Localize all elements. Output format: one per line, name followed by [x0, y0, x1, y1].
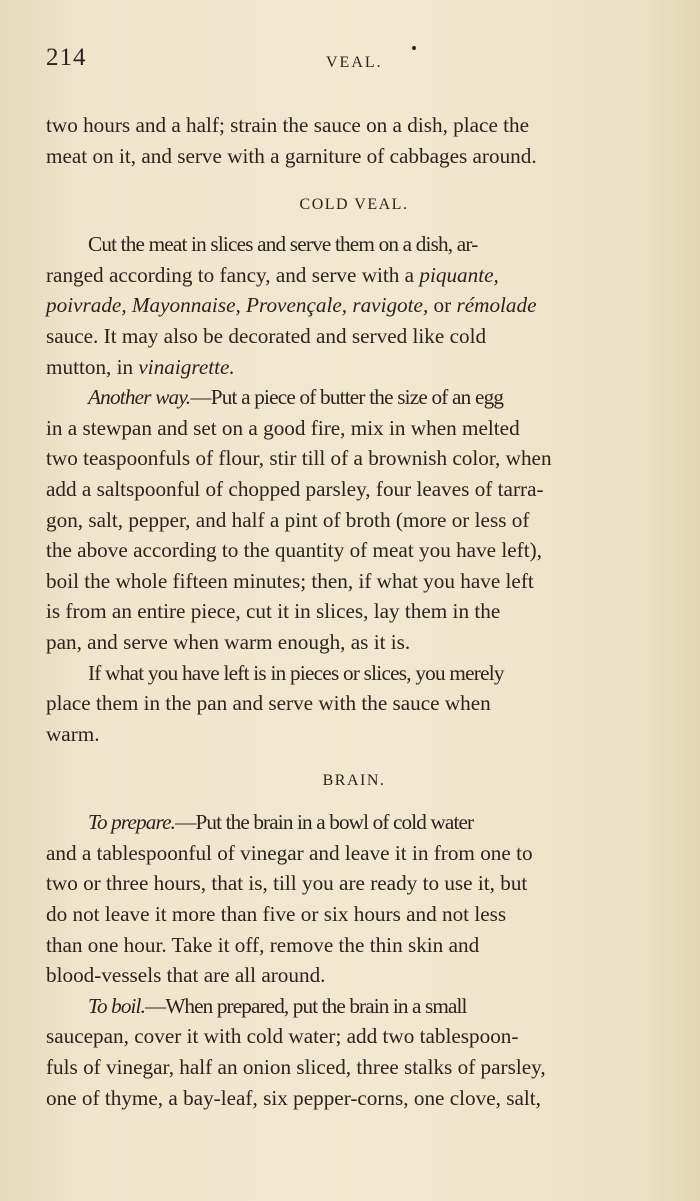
ink-speck [412, 46, 416, 50]
page-number: 214 [46, 44, 87, 71]
running-head: VEAL. [326, 54, 383, 71]
text-line: than one hour. Take it off, remove the thin skin and [46, 932, 480, 957]
text-line: two hours and a half; strain the sauce on a dish, place the [46, 113, 530, 137]
text-line: ranged according to fancy, and serve with a piquante, [46, 262, 499, 287]
text-line: meat on it, and serve with a garniture of cabbages around. [46, 143, 537, 168]
text-line: do not leave it more than five or six hours and not less [46, 902, 507, 927]
section-heading-cold-veal: COLD VEAL. [299, 196, 409, 214]
page-header [46, 44, 660, 80]
text-line: boil the whole fifteen minutes; then, if what you have left [46, 568, 534, 593]
text-line: the above according to the quantity of meat you have left), [46, 538, 542, 563]
text-line: one of thyme, a bay-leaf, six pepper-corns, one clove, salt, [46, 1085, 541, 1110]
text-line: If what you have left is in pieces or slices, you merely [88, 660, 504, 685]
text-line: and a tablespoonful of vinegar and leave it in from one to [46, 840, 533, 865]
section-heading-brain: BRAIN. [322, 772, 386, 790]
text-line: gon, salt, pepper, and half a pint of broth (more or less of [46, 507, 530, 532]
text-line: Cut the meat in slices and serve them on a dish, ar- [88, 232, 478, 257]
text-line: To prepare.—Put the brain in a bowl of cold water [88, 810, 474, 835]
text-line: sauce. It may also be decorated and served like cold [46, 323, 487, 348]
paragraph-continuation [46, 110, 662, 171]
paragraph-another-way [46, 382, 662, 657]
text-line: saucepan, cover it with cold water; add two tablespoon- [46, 1024, 519, 1049]
text-line: two or three hours, that is, till you are ready to use it, but [46, 871, 528, 896]
text-line: To boil.—When prepared, put the brain in a small [88, 993, 467, 1018]
page-body [46, 110, 662, 1113]
text-line: Another way.—Put a piece of butter the size of an egg [88, 385, 504, 410]
text-line: blood-vessels that are all around. [46, 963, 326, 988]
text-line: mutton, in vinaigrette. [46, 354, 235, 379]
paragraph-to-prepare [46, 807, 662, 991]
text-line: poivrade, Mayonnaise, Provençale, ravigote, or rémolade [46, 293, 537, 318]
paragraph-leftovers [46, 658, 662, 750]
text-line: place them in the pan and serve with the sauce when [46, 691, 491, 716]
paragraph-to-boil [46, 991, 662, 1113]
text-line: is from an entire piece, cut it in slices, lay them in the [46, 599, 501, 624]
text-line: warm. [46, 721, 100, 746]
text-line: add a saltspoonful of chopped parsley, four leaves of tarra- [46, 476, 544, 501]
paragraph-cold-veal [46, 229, 662, 382]
text-line: pan, and serve when warm enough, as it is. [46, 629, 411, 654]
text-line: two teaspoonfuls of flour, stir till of a brownish color, when [46, 446, 552, 471]
text-line: in a stewpan and set on a good fire, mix in when melted [46, 415, 520, 440]
text-line: fuls of vinegar, half an onion sliced, three stalks of parsley, [46, 1055, 546, 1080]
